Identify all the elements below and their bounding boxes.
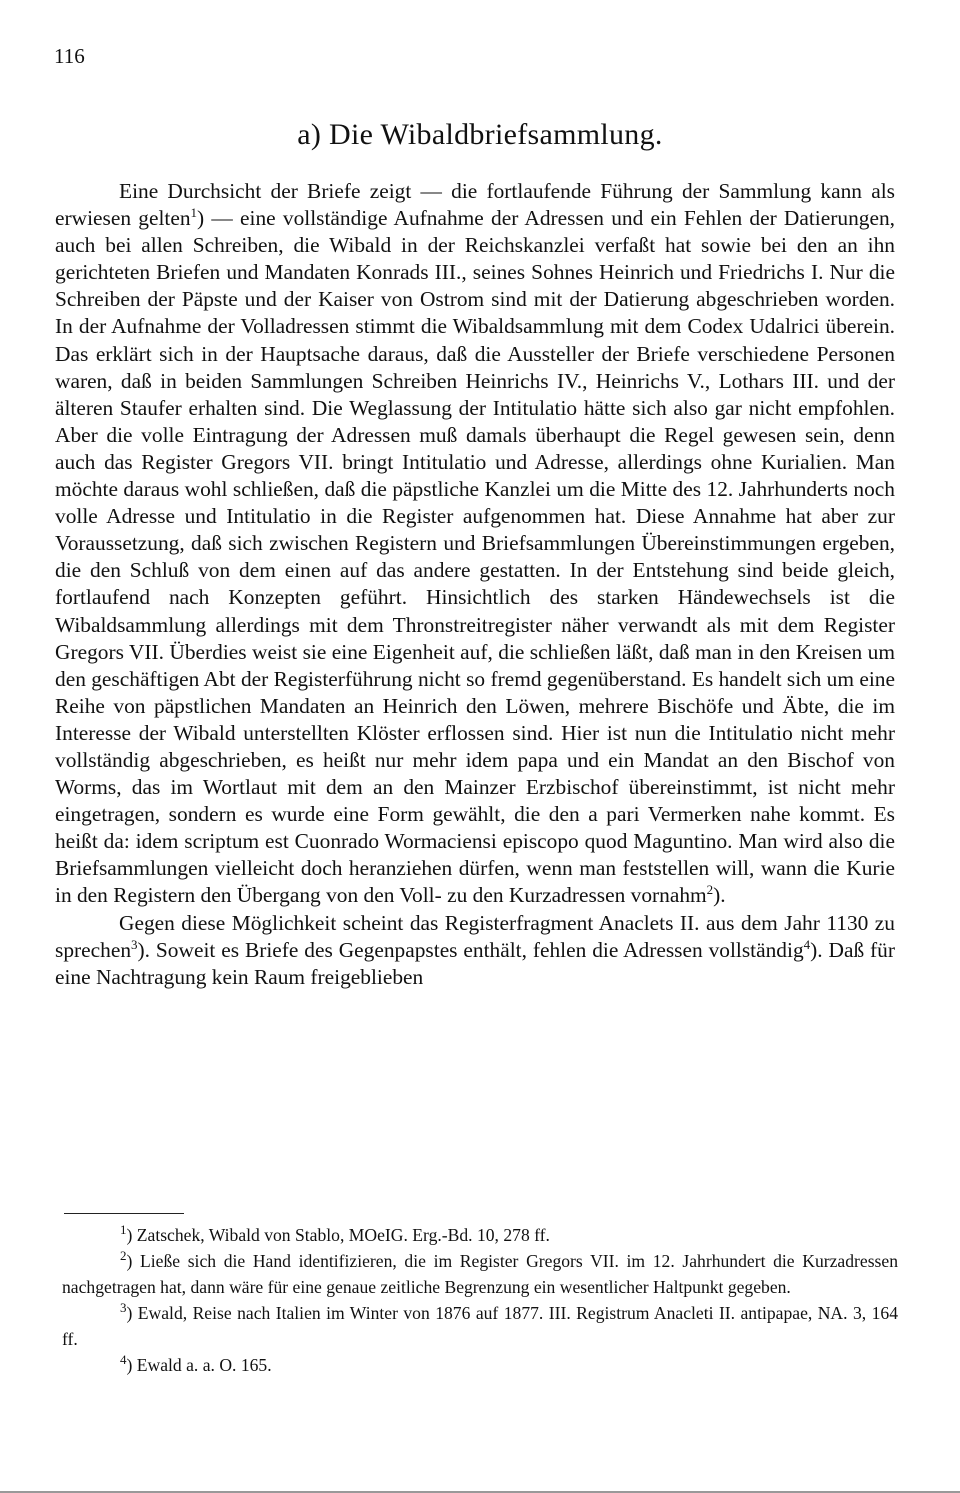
footnote-mark: 1	[120, 1222, 127, 1238]
footnote-ref[interactable]: 3	[131, 936, 138, 952]
footnote	[62, 1300, 898, 1352]
footnote-ref[interactable]: 4	[803, 936, 811, 952]
footnote-ref[interactable]: 1	[190, 204, 198, 220]
text-run: ). Soweit es Briefe des Gegenpapstes enthält, fehlen die Adressen vollständig	[137, 937, 804, 962]
footnote-mark: 4	[120, 1352, 127, 1368]
footnote-ref[interactable]: 2	[706, 882, 714, 898]
footnote-text: ) Ewald a. a. O. 165.	[126, 1355, 272, 1375]
footnote-divider	[64, 1213, 184, 1214]
footnote	[62, 1248, 898, 1300]
section-heading: a) Die Wibaldbriefsammlung.	[297, 118, 663, 151]
paragraph	[55, 910, 895, 991]
text-run: ). Daß für eine Nachtragung kein Raum freigeblieben	[55, 937, 895, 989]
text-run: ).	[713, 883, 726, 908]
footnote-mark: 3	[120, 1300, 127, 1316]
page-number: 116	[54, 44, 85, 68]
footnote-text: ) Ewald, Reise nach Italien im Winter von 1876 auf 1877. III. Registrum Anacleti II. antipapae, NA. 3, 164 ff.	[62, 1303, 898, 1349]
text-run: Gegen diese Möglichkeit scheint das Registerfragment Anaclets II. aus dem Jahr 1130 zu sprechen	[55, 910, 895, 962]
footnote	[62, 1352, 898, 1378]
paragraph	[55, 178, 895, 910]
footnote-text: ) Zatschek, Wibald von Stablo, MOeIG. Erg.-Bd. 10, 278 ff.	[126, 1225, 550, 1245]
footnote-mark: 2	[120, 1248, 127, 1264]
footnotes	[62, 1222, 898, 1378]
text-run: Eine Durchsicht der Briefe zeigt — die fortlaufende Führung der Sammlung kann als erwiesen gelten	[55, 179, 895, 231]
footnote-text: ) Ließe sich die Hand identifizieren, die im Register Gregors VII. im 12. Jahrhundert die Kurzadressen nachgetragen hat, dann wäre für eine genaue zeitliche Begrenzung ein wesentlicher Haltpunkt gegeben.	[62, 1251, 898, 1297]
footnote	[62, 1222, 898, 1248]
text-run: ) — eine vollständige Aufnahme der Adressen und ein Fehlen der Datierungen, auch bei allen Schreiben, die Wibald in der Reichskanzlei verfaßt hat sowie bei den an ihn gerichteten Briefen und Mandaten Konrads III., seines Sohnes Heinrich und Friedrichs I. Nur die Schreiben der Päpste und der Kaiser von Ostrom sind mit der Datierung abgeschrieben worden. In der Aufnahme der Volladressen stimmt die Wibaldsammlung mit dem Codex Udalrici überein. Das erklärt sich in der Hauptsache daraus, daß die Aussteller der Briefe verschiedene Personen waren, daß in beiden Sammlungen Schreiben Heinrichs IV., Heinrichs V., Lothars III. und der älteren Staufer erhalten sind. Die Weglassung der Intitulatio hätte sich also gar nicht empfohlen. Aber die volle Eintragung der Adressen muß damals überhaupt die Regel gewesen sein, denn auch das Register Gregors VII. bringt Intitulatio und Adresse, allerdings ohne Kurialien. Man möchte daraus wohl schließen, daß die päpstliche Kanzlei um die Mitte des 12. Jahrhunderts noch volle Adresse und Intitulatio in die Register aufgenommen hat. Diese Annahme hat aber zur Voraussetzung, daß sich zwischen Registern und Briefsammlungen Übereinstimmungen ergeben, die den Schluß von dem einen auf das andere gestatten. In der Entstehung sind beide gleich, fortlaufend nach Konzepten geführt. Hinsichtlich des starken Händewechsels ist die Wibaldsammlung allerdings mit dem Thronstreitregister näher verwandt als mit dem Register Gregors VII. Überdies weist sie eine Eigenheit auf, die schließen läßt, daß man in den Kreisen um den geschäftigen Abt der Registerführung nicht so fremd gegenüberstand. Es handelt sich um eine Reihe von päpstlichen Mandaten an Heinrich den Löwen, mehrere Bischöfe und Äbte, die im Interesse der Wibald unterstellten Klöster erflossen sind. Hier ist nun die Intitulatio nicht mehr vollständig abgeschrieben, es heißt nur mehr idem papa und ein Mandat an den Bischof von Worms, das im Wortlaut mit dem an den Mainzer Erzbischof übereinstimmt, ist nicht mehr eingetragen, sondern es wurde eine Form gewählt, die den a pari Vermerken nahe kommt. Es heißt da: idem scriptum est Cuonrado Wormaciensi episcopo quod Maguntino. Man wird also die Briefsammlungen vielleicht doch heranziehen dürfen, wenn man feststellen will, wann die Kurie in den Registern den Übergang von den Voll- zu den Kurzadressen vornahm	[55, 206, 895, 908]
body-text	[55, 178, 895, 991]
